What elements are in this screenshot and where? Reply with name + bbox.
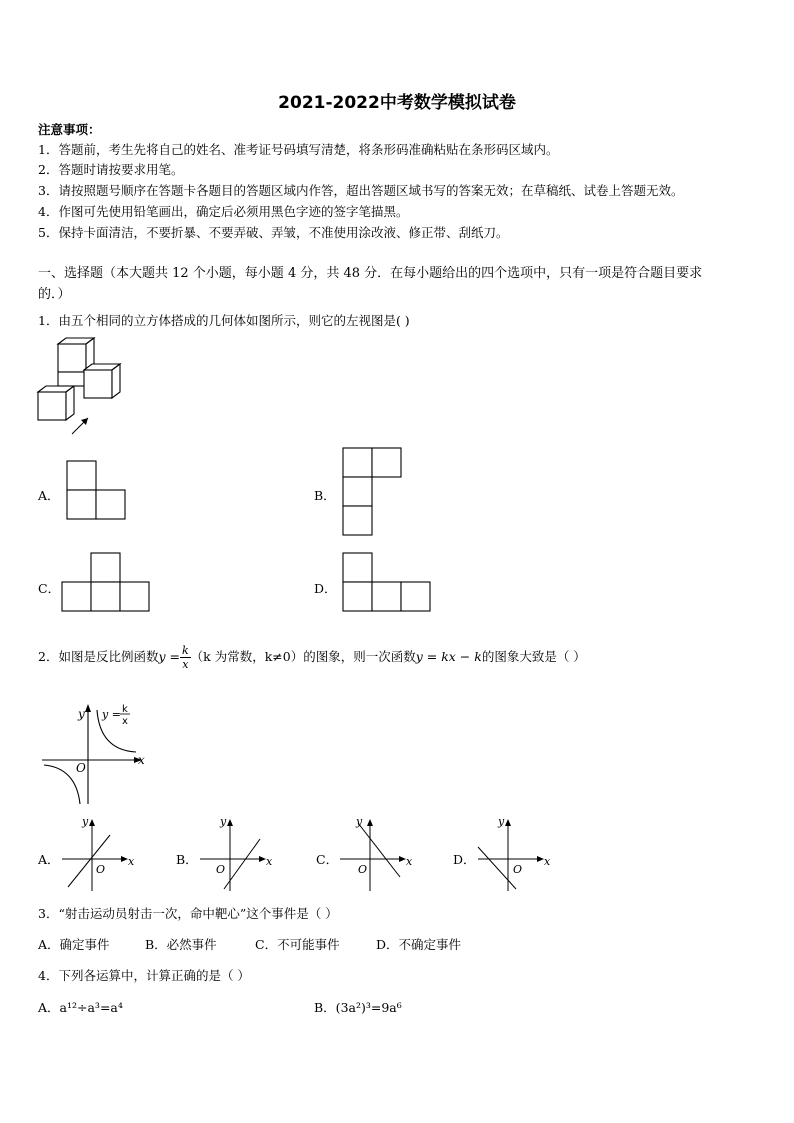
q4-option-a: A．a¹²÷a³=a⁴ <box>38 1000 123 1015</box>
notice-item: 2．答题时请按要求用笔。 <box>38 162 184 177</box>
opt-b-x: x <box>266 855 273 868</box>
q2-frac-den: x <box>182 658 189 671</box>
opt-d-o: O <box>513 863 523 876</box>
opt-b-o: O <box>216 863 226 876</box>
notice-item: 4．作图可先使用铅笔画出，确定后必须用黑色字迹的签字笔描黑。 <box>38 204 409 219</box>
q2-middle: （k 为常数，k≠0）的图象，则一次函数 <box>190 649 416 664</box>
q3-option-d: D．不确定事件 <box>376 937 462 952</box>
q2-option-b-label: B． <box>176 852 198 867</box>
q2-option-c-graph <box>338 815 418 893</box>
opt-c-x: x <box>406 855 413 868</box>
opt-a-y: y <box>82 815 89 828</box>
q1-option-b-figure <box>342 447 404 539</box>
q4-option-b: B．(3a²)³=9a⁶ <box>314 1000 402 1015</box>
q3-option-c: C．不可能事件 <box>255 937 340 952</box>
q2-fraction <box>180 644 191 671</box>
q2-linear: y = kx − k <box>415 649 482 664</box>
q2-y-eq: y = <box>158 649 180 664</box>
q2-option-d-graph <box>476 815 556 893</box>
opt-d-x: x <box>544 855 551 868</box>
graph-curve-den: x <box>122 716 128 727</box>
opt-a-x: x <box>128 855 135 868</box>
opt-d-y: y <box>498 815 505 828</box>
q1-option-d-label: D． <box>314 581 337 596</box>
question-3-text: 3．“射击运动员射击一次，命中靶心”这个事件是（ ） <box>38 906 338 921</box>
q2-option-b-graph <box>198 815 278 893</box>
q1-option-b-label: B． <box>314 488 336 503</box>
section-heading: 一、选择题（本大题共 12 个小题，每小题 4 分，共 48 分．在每小题给出的四个选项中，只有一项是符合题目要求 <box>38 266 703 281</box>
graph-curve-y: y = <box>102 708 121 721</box>
q2-hyperbola-graph <box>40 700 150 808</box>
question-2-text <box>38 644 586 684</box>
q2-option-a-label: A． <box>38 852 60 867</box>
question-1-text: 1．由五个相同的立方体搭成的几何体如图所示，则它的左视图是( ) <box>38 313 410 328</box>
q2-option-c-label: C． <box>316 852 339 867</box>
q2-frac-num: k <box>181 644 189 657</box>
graph-origin-label: O <box>76 761 86 775</box>
opt-b-y: y <box>220 815 227 828</box>
q1-option-a-label: A． <box>38 488 60 503</box>
q3-option-b: B．必然事件 <box>145 937 217 952</box>
q3-option-a: A．确定事件 <box>38 937 110 952</box>
graph-x-label: x <box>138 753 145 767</box>
graph-curve-num: k <box>122 704 128 715</box>
opt-a-o: O <box>96 863 106 876</box>
q1-cube-figure <box>34 336 134 436</box>
opt-c-y: y <box>356 815 363 828</box>
notice-item: 5．保持卡面清洁，不要折暴、不要弄破、弄皱，不准使用涂改液、修正带、刮纸刀。 <box>38 225 509 240</box>
q2-prefix: 2．如图是反比例函数 <box>38 649 159 664</box>
notice-label: 注意事项： <box>38 122 101 137</box>
q2-option-d-label: D． <box>453 852 476 867</box>
notice-item: 3．请按照题号顺序在答题卡各题目的答题区域内作答，超出答题区域书写的答案无效；在草稿纸、试卷上答题无效。 <box>38 183 684 198</box>
q1-option-a-figure <box>66 460 128 522</box>
q1-option-c-figure <box>61 552 153 614</box>
section-heading-cont: 的．） <box>38 287 71 302</box>
notice-item: 1．答题前，考生先将自己的姓名、准考证号码填写清楚，将条形码准确粘贴在条形码区域内。 <box>38 142 559 157</box>
q2-option-a-graph <box>60 815 140 893</box>
q1-option-c-label: C． <box>38 581 61 596</box>
graph-y-label: y <box>78 707 85 721</box>
question-4-text: 4．下列各运算中，计算正确的是（ ） <box>38 968 250 983</box>
q1-option-d-figure <box>342 552 434 614</box>
q2-suffix: 的图象大致是（ ） <box>481 649 586 664</box>
page-title: 2021-2022中考数学模拟试卷 <box>278 93 516 113</box>
opt-c-o: O <box>358 863 368 876</box>
